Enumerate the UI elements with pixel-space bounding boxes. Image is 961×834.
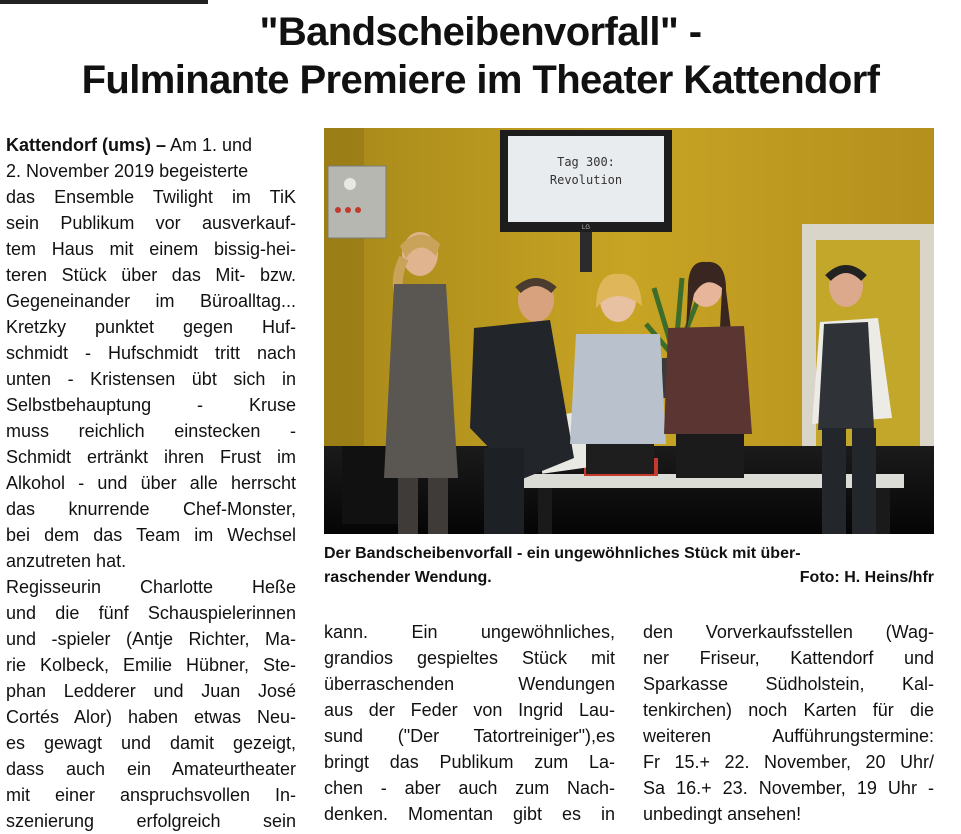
photo-credit: Foto: H. Heins/hfr	[799, 569, 934, 586]
article-line: den Vorverkaufsstellen (Wag-	[643, 622, 934, 642]
article-line: das Ensemble Twilight im TiK	[6, 187, 296, 207]
article-line: ner Friseur, Kattendorf und	[643, 648, 934, 668]
article-line: und -spieler (Antje Richter, Ma-	[6, 629, 296, 649]
photo-caption	[324, 542, 934, 590]
headline	[0, 8, 961, 104]
headline-line-1: "Bandscheibenvorfall" -	[259, 10, 702, 54]
wall-control-panel	[328, 166, 386, 238]
tv-screen-line-2: Revolution	[549, 173, 623, 187]
panel-light	[335, 207, 341, 213]
article-dateline: Kattendorf (ums) –	[6, 135, 167, 155]
article-line: sein Publikum vor ausverkauf-	[6, 213, 296, 233]
article-line: mit einer anspruchsvollen In-	[6, 785, 296, 805]
article-line: phan Ledderer und Juan José	[6, 681, 296, 701]
stage-photo	[324, 128, 934, 534]
article-column-2	[324, 619, 615, 827]
article-line: tem Haus mit einem bissig-hei-	[6, 239, 296, 259]
article-line: Gegeneinander im Büroalltag...	[6, 291, 296, 311]
tv-brand-logo: LG	[581, 225, 591, 231]
article-line: rie Kolbeck, Emilie Hübner, Ste-	[6, 655, 296, 675]
article-line: denken. Momentan gibt es in	[324, 804, 615, 824]
article-line: unten - Kristensen übt sich in	[6, 369, 296, 389]
article-line: bei dem das Team im Wechsel	[6, 525, 296, 545]
caption-line-2-row	[324, 566, 934, 590]
article-line: Schmidt ertränkt ihren Frust im	[6, 447, 296, 467]
panel-knob	[344, 178, 356, 190]
headline-line-2: Fulminante Premiere im Theater Kattendorf	[81, 58, 880, 102]
article-line: Selbstbehauptung - Kruse	[6, 395, 296, 415]
panel-light	[355, 207, 361, 213]
section-top-rule	[0, 0, 208, 4]
article-line: Fr 15.+ 22. November, 20 Uhr/	[643, 752, 934, 772]
article-line: dass auch ein Amateurtheater	[6, 759, 296, 779]
article-line: 2. November 2019 begeisterte	[6, 161, 249, 181]
article-line: Kretzky punktet gegen Huf-	[6, 317, 296, 337]
desk-leg	[538, 488, 552, 534]
panel-light	[345, 207, 351, 213]
stage-photo-illustration	[324, 128, 934, 534]
article-line: grandios gespieltes Stück mit	[324, 648, 615, 668]
article-line: das knurrende Chef-Monster,	[6, 499, 296, 519]
article-line: Cortés Alor) haben etwas Neu-	[6, 707, 296, 727]
caption-line-1: Der Bandscheibenvorfall - ein ungewöhnliches Stück mit über-	[324, 545, 801, 562]
article-line: tenkirchen) noch Karten für die	[643, 700, 934, 720]
article-line: teren Stück über das Mit- bzw.	[6, 265, 296, 285]
article-line: Alkohol - und über alle herrscht	[6, 473, 296, 493]
article-line: Kattendorf (ums) – Am 1. und	[6, 135, 253, 155]
article-line: es gewagt und damit gezeigt,	[6, 733, 296, 753]
article-line: Sa 16.+ 23. November, 19 Uhr -	[643, 778, 934, 798]
desk-leg	[876, 488, 890, 534]
article-line: sund ("Der Tatortreiniger"),es	[324, 726, 615, 746]
article-line: kann. Ein ungewöhnliches,	[324, 622, 615, 642]
article-line: bringt das Publikum zum La-	[324, 752, 615, 772]
tv-screen-line-1: Tag 300:	[557, 155, 615, 169]
article-column-3	[643, 619, 934, 827]
article-line: muss reichlich einstecken -	[6, 421, 296, 441]
article-column-1	[6, 132, 296, 834]
article-line: szenierung erfolgreich sein	[6, 811, 296, 831]
article-line: Sparkasse Südholstein, Kal-	[643, 674, 934, 694]
article-line: unbedingt ansehen!	[643, 804, 802, 824]
article-line: weiteren Aufführungstermine:	[643, 726, 934, 746]
article-line: anzutreten hat.	[6, 551, 127, 571]
article-line: und die fünf Schauspielerinnen	[6, 603, 296, 623]
caption-line-2: raschender Wendung.	[324, 569, 492, 586]
tv-mount	[580, 232, 592, 272]
article-line: schmidt - Hufschmidt tritt nach	[6, 343, 296, 363]
article-line: Regisseurin Charlotte Heße	[6, 577, 296, 597]
article-line: chen - aber auch zum Nach-	[324, 778, 615, 798]
article-line: aus der Feder von Ingrid Lau-	[324, 700, 615, 720]
article-line: überraschenden Wendungen	[324, 674, 615, 694]
